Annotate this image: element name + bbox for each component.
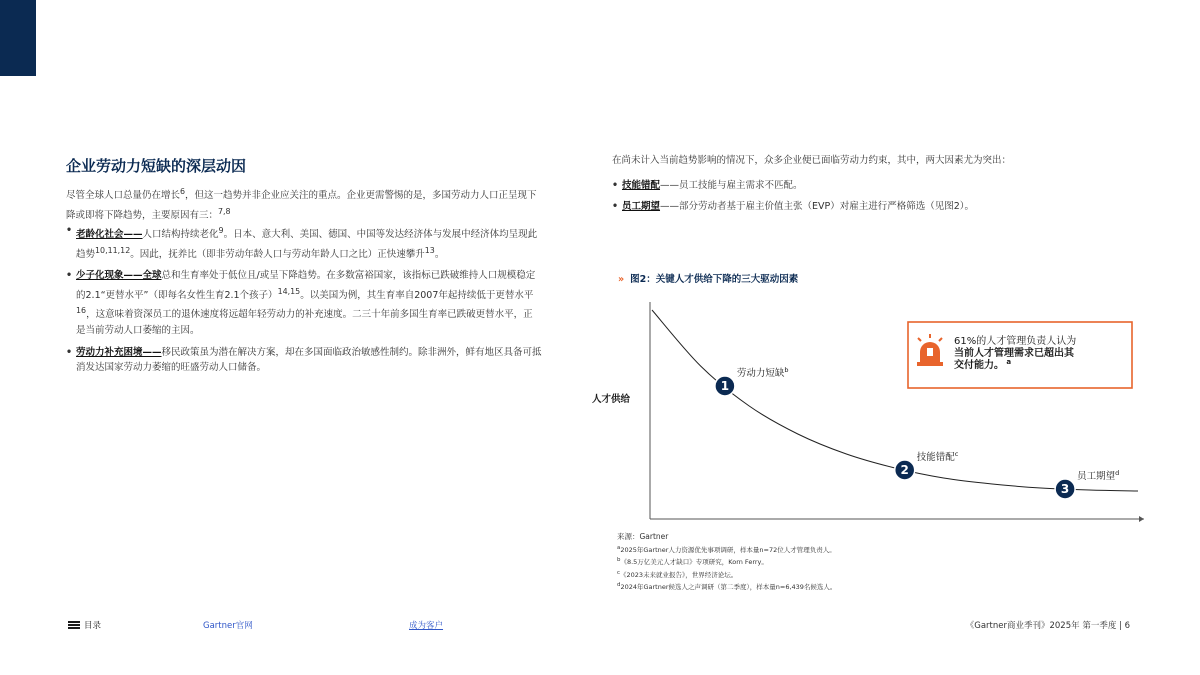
source-title: 来源：Gartner [617,532,669,541]
bullet-labor-supplement [66,345,542,376]
figure-title-text: 图2：关键人才供给下降的三大驱动因素 [630,274,799,285]
marker-number: 2 [900,463,909,477]
bullet-text: 。日本、意大利、美国、德国、中国等发达经济体与发展中经济体均呈现此趋势 [76,229,538,260]
bullet-term: 劳动力补充困境—— [76,346,162,358]
y-axis-label: 人才供给 [592,394,631,405]
marker-number: 3 [1060,482,1070,496]
source-note-sup: c [617,569,620,576]
right-intro-paragraph: 在尚未计入当前趋势影响的情况下，众多企业便已面临劳动力约束，其中，两大因素尤为突出： [612,155,1012,166]
marker-label: 技能错配$^c$ [916,450,959,463]
x-axis-arrow [1139,516,1144,522]
marker-label: 劳动力短缺$^b$ [736,366,789,379]
lead-footnote-ref: 6 [180,187,186,196]
curve-marker-1 [715,366,789,396]
bullet-term: 老龄化社会—— [76,229,143,241]
publication-page-info: 《Gartner商业季刊》2025年 第一季度 | 6 [965,621,1130,631]
callout-text-1: 61%的人才管理负责人认为 [954,336,1077,347]
source-note [617,568,1137,581]
bullet-text: 。因此，抚养比（即非劳动年龄人口与劳动年龄人口之比）正快速攀升 [130,248,425,260]
footnote-ref: 14,15 [277,286,301,296]
footnote-ref: 16 [76,306,87,316]
right-bullet-list [612,178,1152,220]
bullet-employee-expectation [612,199,1152,215]
footnote-ref: 13 [424,245,435,255]
corner-accent-block [0,0,36,76]
bullet-term: 员工期望 [622,201,661,212]
bullet-low-birthrate [66,268,542,338]
left-bullet-list [66,223,542,382]
source-note-text: 《8.5万亿美元人才缺口》专项研究，Korn Ferry。 [620,558,768,567]
marker-label: 员工期望$^d$ [1077,469,1120,482]
bullet-term: 少子化现象——全球 [76,270,162,282]
source-note-sup: a [617,544,621,551]
toc-link[interactable] [68,619,101,631]
callout-text-2: 当前人才管理需求已超出其 [954,348,1074,359]
bullet-text: ——部分劳动者基于雇主价值主张（EVP）对雇主进行严格筛选（见图2）。 [660,201,975,212]
lead-text: 尽管全球人口总量仍在增长 [66,190,181,202]
footnote-ref: 10,11,12 [95,245,131,255]
bullet-skill-mismatch [612,178,1152,194]
curve-marker-3 [1055,469,1119,499]
list-icon [68,621,80,629]
source-note [617,580,1137,593]
source-note-sup: d [617,582,621,589]
callout-footnote-ref: a [1004,358,1012,366]
figure-source [617,532,1137,593]
bullet-text: 。以美国为例，其生育率自2007年起持续低于更替水平 [300,289,534,301]
chevron-icon: » [618,274,625,285]
footnote-ref: 9 [218,226,224,235]
bullet-text: ，这意味着资深员工的退休速度将远超年轻劳动力的补充速度。二三十年前多国生育率已跌破更替水平，正是当前劳动人口萎缩的主因。 [76,309,533,337]
callout-text-3: 交付能力。 $^a$ [954,358,1012,371]
section-heading: 企业劳动力短缺的深层动因 [66,157,247,175]
become-client-link[interactable]: 成为客户 [409,621,444,631]
source-note [617,555,1137,568]
source-note-text: 《2023未来就业报告》，世界经济论坛。 [619,570,738,579]
lead-paragraph [66,184,542,224]
lead-footnote-ref-2: 7,8 [218,207,231,217]
toc-label: 目录 [84,621,102,631]
bullet-text: 移民政策虽为潜在解决方案，却在多国面临政治敏感性制约。除非洲外，鲜有地区具备可抵消发达国家劳动力萎缩的旺盛劳动人口储备。 [76,346,542,374]
bullet-text: 人口结构持续老化 [142,229,219,241]
bullet-text: ——员工技能与雇主需求不匹配。 [660,180,803,191]
bullet-text: 总和生育率处于低位且/或呈下降趋势。在多数富裕国家，该指标已跌破维持人口规模稳定的2.1“更替水平”（即每名女性生育2.1个孩子） [76,270,536,301]
source-note-sup: b [617,557,621,564]
lead-text-cont: ，但这一趋势并非企业应关注的重点。企业更需警惕的是，多国劳动力人口正呈现下降或即将下降趋势，主要原因有三： [66,190,537,222]
source-note-text: 2024年Gartner候选人之声调研（第二季度），样本量n=6,439名候选人。 [620,583,837,592]
bullet-aging-society [66,223,542,262]
talent-supply-chart [590,288,1150,532]
marker-number: 1 [720,379,730,393]
gartner-site-link[interactable]: Gartner官网 [203,621,253,631]
bullet-text: 。 [434,248,445,260]
bullet-term: 技能错配 [622,180,661,191]
source-note [617,543,1137,556]
callout-box [908,322,1132,388]
source-note-text: 2025年Gartner人力资源优先事项调研，样本量n=72位人才管理负责人。 [620,545,836,554]
figure-title [618,271,798,285]
curve-marker-2 [895,450,959,480]
